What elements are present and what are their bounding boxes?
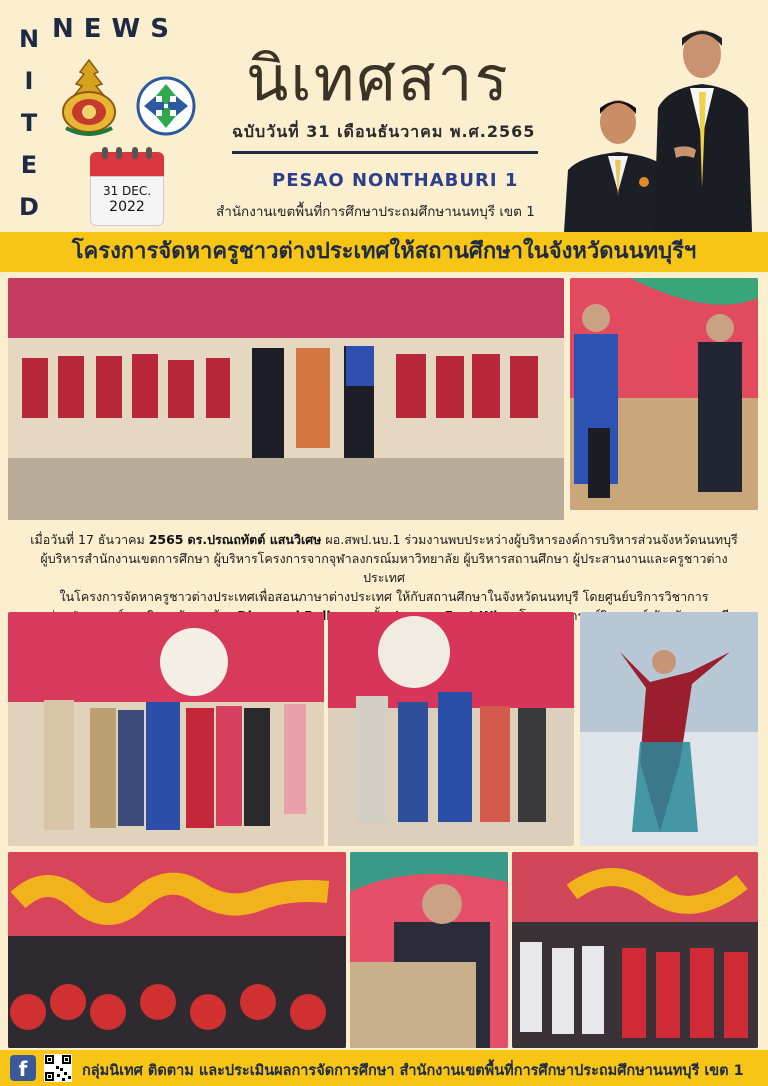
caption-line3: ในโครงการจัดหาครูชาวต่างประเทศเพื่อสอนภาษาต่างประเทศ ให้กับสถานศึกษาในจังหวัดนนทบุรี โดยศูนย์บริการวิชาการ (59, 589, 709, 604)
masthead-vertical-word (18, 18, 40, 228)
pesao-logo-icon (136, 76, 196, 136)
photo-officials-stage (328, 612, 574, 846)
title-divider (232, 151, 538, 154)
letter-d: D (19, 193, 39, 221)
issue-date: ฉบับวันที่ 31 เดือนธันวาคม พ.ศ.2565 (232, 122, 536, 141)
calendar-icon (90, 152, 164, 226)
photo-dragon-audience (8, 852, 346, 1048)
photo-teachers-group (8, 612, 324, 846)
letter-e: E (20, 151, 38, 179)
photo-speaker-podium (350, 852, 508, 1048)
deputy-portrait (644, 18, 760, 232)
letter-t: T (20, 109, 38, 137)
caption-date: เมื่อวันที่ 17 ธันวาคม (30, 532, 145, 547)
letter-n: N (18, 25, 40, 53)
headline-text: โครงการจัดหาครูชาวต่างประเทศให้สถานศึกษาในจังหวัดนนทบุรีฯ (71, 239, 697, 264)
headline-banner (0, 232, 768, 272)
caption-line2: ผู้บริหารสำนักงานเขตการศึกษา ผู้บริหารโครงการจากจุฬาลงกรณ์มหาวิทยาลัย ผู้บริหารสถานศึกษา ผู้ประสานงานและครูชาวต่างประเทศ (40, 551, 728, 585)
caption-year: 2565 (148, 532, 184, 547)
photo-performers-crowd (512, 852, 758, 1048)
caption-director: ดร.ปรณถทัตต์ แสนวิเศษ (187, 532, 322, 547)
obec-emblem-icon (58, 58, 120, 136)
newsletter-title: นิเทศสาร (246, 42, 510, 115)
caption-line1: ผอ.สพป.นบ.1 ร่วมงานพบประหว่างผู้บริหารองค์การบริหารส่วนจังหวัดนนทบุรี (325, 532, 738, 547)
calendar-year: 2022 (109, 199, 145, 215)
event-caption (20, 530, 748, 625)
org-name-en: PESAO NONTHABURI 1 (272, 170, 519, 191)
org-name-th: สำนักงานเขตพื้นที่การศึกษาประถมศึกษานนทบุรี เขต 1 (216, 204, 535, 220)
news-word: NEWS (52, 14, 179, 44)
photo-two-officials (570, 278, 758, 510)
qr-code-icon[interactable] (44, 1054, 72, 1082)
photo-group-dancers (8, 278, 564, 520)
footer-text: กลุ่มนิเทศ ติดตาม และประเมินผลการจัดการศึกษา สำนักงานเขตพื้นที่การศึกษาประถมศึกษานนทบุรี เขต 1 (82, 1063, 744, 1079)
photo-dancer (580, 612, 758, 846)
letter-i: I (24, 67, 34, 95)
facebook-icon[interactable]: f (10, 1055, 36, 1081)
footer-bar (0, 1050, 768, 1086)
calendar-date: 31 DEC. (102, 184, 152, 198)
